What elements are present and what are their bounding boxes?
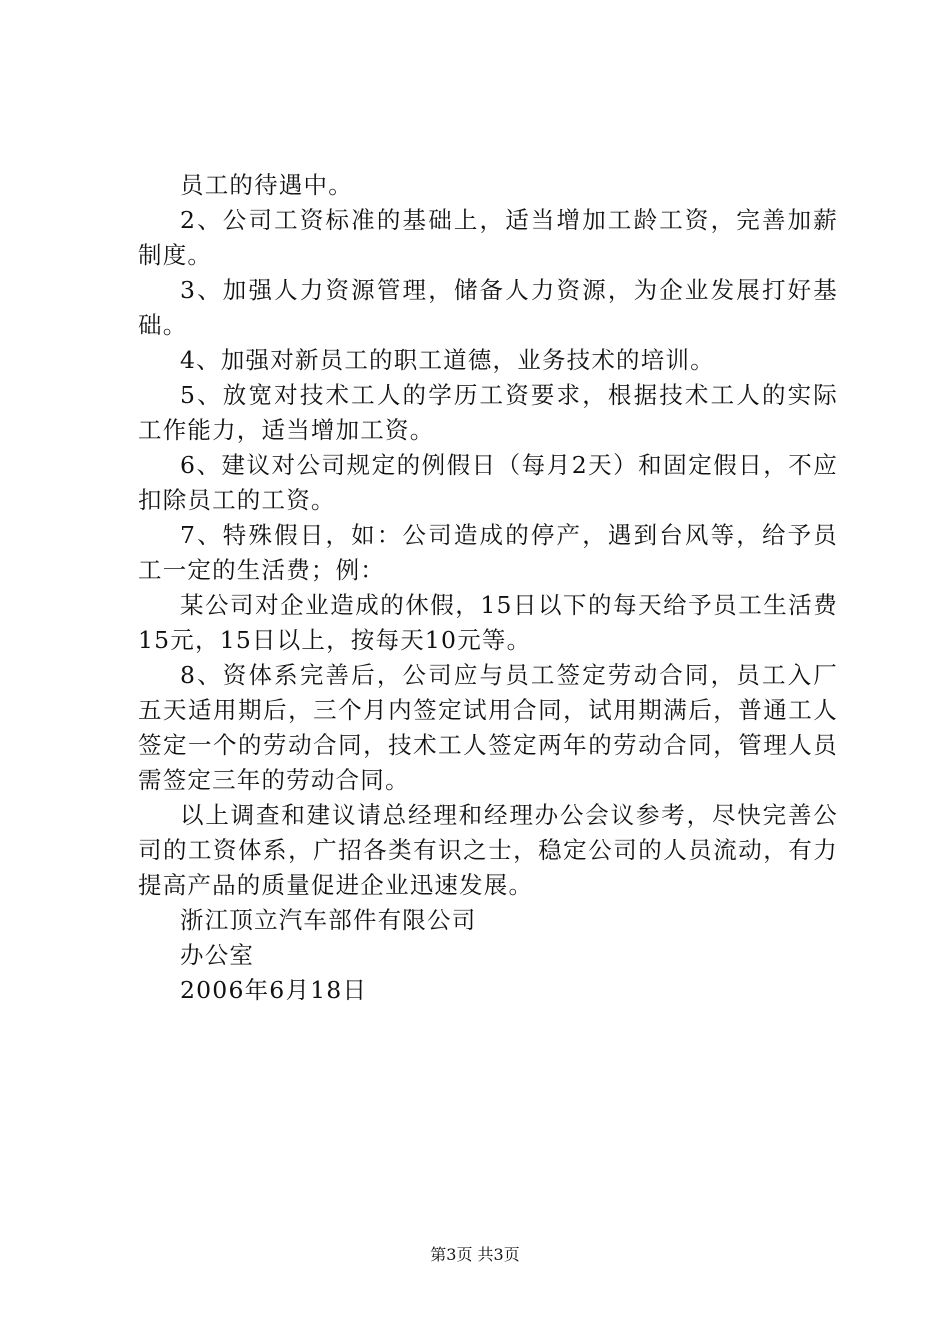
paragraph: 8、资体系完善后，公司应与员工签定劳动合同，员工入厂五天适用期后，三个月内签定试用合同，试用期满后，普通工人签定一个的劳动合同，技术工人签定两年的劳动合同，管理人员需签定三年的劳动合同。 xyxy=(138,661,838,794)
document-body xyxy=(138,168,838,1008)
paragraph: 2、公司工资标准的基础上，适当增加工龄工资，完善加薪制度。 xyxy=(138,206,838,269)
paragraph: 以上调查和建议请总经理和经理办公会议参考，尽快完善公司的工资体系，广招各类有识之士，稳定公司的人员流动，有力提高产品的质量促进企业迅速发展。 xyxy=(138,801,838,899)
paragraph: 3、加强人力资源管理，储备人力资源，为企业发展打好基础。 xyxy=(138,276,838,339)
paragraph: 7、特殊假日，如：公司造成的停产，遇到台风等，给予员工一定的生活费；例： xyxy=(138,521,838,584)
signature-company: 浙江顶立汽车部件有限公司 xyxy=(180,906,477,934)
paragraph: 4、加强对新员工的职工道德，业务技术的培训。 xyxy=(180,346,715,374)
paragraph: 6、建议对公司规定的例假日（每月2天）和固定假日，不应扣除员工的工资。 xyxy=(138,451,838,514)
signature-department: 办公室 xyxy=(180,941,255,969)
paragraph: 某公司对企业造成的休假，15日以下的每天给予员工生活费15元，15日以上，按每天10元等。 xyxy=(138,591,838,654)
page-number: 第3页 共3页 xyxy=(430,1245,520,1264)
paragraph: 5、放宽对技术工人的学历工资要求，根据技术工人的实际工作能力，适当增加工资。 xyxy=(138,381,838,444)
paragraph: 员工的待遇中。 xyxy=(180,171,353,199)
signature-date: 2006年6月18日 xyxy=(180,976,368,1004)
